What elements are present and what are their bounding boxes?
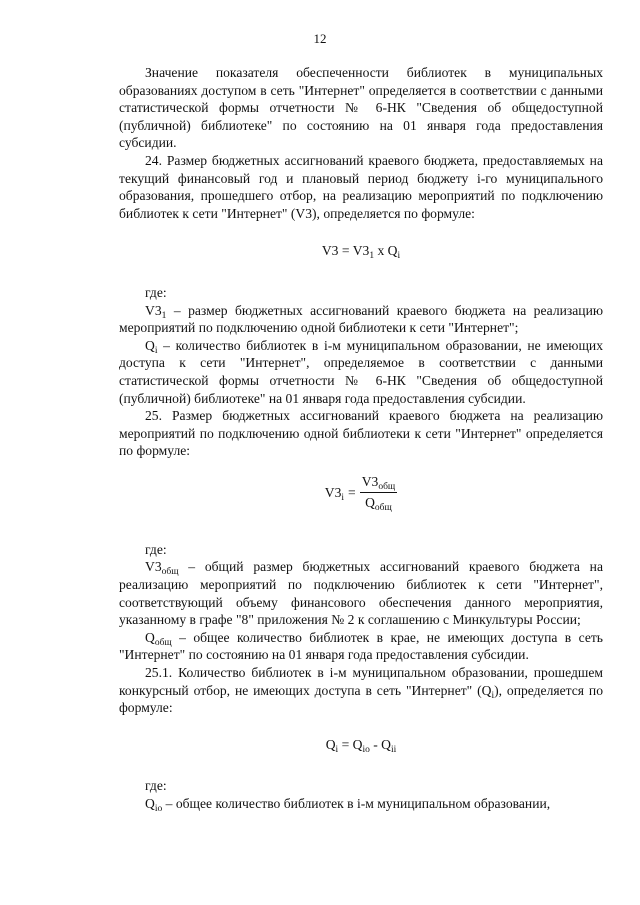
definition-v3obsh: $V3_{общ}$ – общий размер бюджетных ассигнований краевого бюджета на реализацию мероприятий по подключению библиотек к сети "Интернет", соответствующий объему финансового обеспечения данного мероприятия, указанному в графе "8" приложения № 2 к соглашению с Минкультуры России; <box>119 559 603 628</box>
paragraph-24: 24. Размер бюджетных ассигнований краевого бюджета, предоставляемых на текущий финансовый год и плановый период бюджету i-го муниципального образования, прошедшего отбор, на реализацию мероприятий по подключению библиотек к сети "Интернет" (V3), определяется по формуле: <box>119 152 603 221</box>
fraction-numerator: $V3_{общ}$ <box>361 473 396 492</box>
fraction-denominator: $Q_{общ}$ <box>365 494 392 513</box>
definition-qobsh: $Q_{общ}$ – общее количество библиотек в крае, не имеющих доступа в сеть "Интернет" по состоянию на 01 января года предоставления субсидии. <box>119 629 603 663</box>
paragraph-25-1: 25.1. Количество библиотек в i-м муниципальном образовании, прошедшем конкурсный отбор, не имеющих доступа в сеть "Интернет" $(Q_i)$, определяется по формуле: <box>119 665 603 716</box>
where-label-3: где: <box>145 778 167 794</box>
formula-v3: $V3 = V3_1$ x $Q_i$ <box>321 243 401 262</box>
where-label-1: где: <box>145 284 167 300</box>
definition-qio: $Q_{io}$ – общее количество библиотек в i-м муниципальном образовании, <box>145 796 551 814</box>
fraction <box>360 474 398 511</box>
document-body <box>119 64 603 813</box>
page-number: 12 <box>313 31 327 46</box>
formula-v31-fraction: $V3_i$ = $\frac{V3_{общ}}{Q_{общ}}$ <box>324 473 396 513</box>
paragraph-25: 25. Размер бюджетных ассигнований краевого бюджета на реализацию мероприятий по подключению одной библиотеки к сети "Интернет" определяется по формуле: <box>119 408 603 459</box>
where-label-2: где: <box>145 541 167 557</box>
formula-qi: $Q_i = Q_{io} - Q_{ii}$ <box>325 736 397 755</box>
paragraph-internet-access-indicator: Значение показателя обеспеченности библиотек в муниципальных образованиях доступом в сеть "Интернет" определяется в соответствии с данными статистической формы отчетности № 6-НК "Сведения об общедоступной (публичной) библиотеке" по состоянию на 01 января года предоставления субсидии. <box>119 65 603 151</box>
definition-v31: $V3_1$ – размер бюджетных ассигнований краевого бюджета на реализацию мероприятий по подключению одной библиотеки к сети "Интернет"; <box>119 302 603 336</box>
definition-qi: $Q_i$ – количество библиотек в i-м муниципальном образовании, не имеющих доступа к сети "Интернет", определяемое в соответствии с данными статистической формы отчетности № 6-НК "Сведения об общедоступной (публичной) библиотеке" на 01 января года предоставления субсидии. <box>119 337 603 406</box>
